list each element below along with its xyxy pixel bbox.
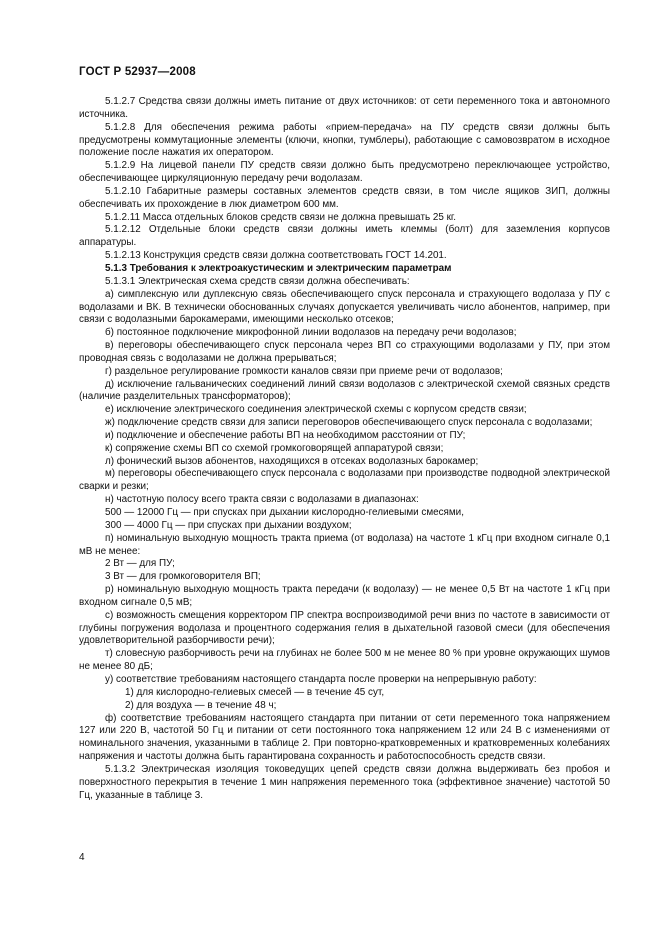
list-item-d: д) исключение гальванических соединений линий связи водолазов с электрической схемой связных средств (наличие разделительных трансформаторов);: [79, 378, 610, 403]
page-number: 4: [79, 852, 85, 863]
clause-5-1-3-2: 5.1.3.2 Электрическая изоляция токоведущих цепей средств связи должна выдерживать без пробоя и поверхностного перекрытия в течение 1 мин напряжения переменного тока (эффективное значение) частотой 50 Гц, указанные в таблице 3.: [79, 763, 610, 801]
list-item-n: н) частотную полосу всего тракта связи с водолазами в диапазонах:: [105, 494, 419, 506]
document-body: [79, 96, 610, 802]
clause-5-1-2-11: 5.1.2.11 Масса отдельных блоков средств связи не должна превышать 25 кг.: [105, 211, 457, 223]
clause-5-1-2-7: 5.1.2.7 Средства связи должны иметь питание от двух источников: от сети переменного тока и автономного источника.: [79, 96, 610, 120]
power-pu: 2 Вт — для ПУ;: [105, 558, 175, 570]
list-item-v: в) переговоры обеспечивающего спуск персонала через ВП со страхующими водолазами у ПУ, при этом проводная связь с водолазами не должна прерываться;: [79, 340, 610, 364]
list-item-a: а) симплексную или дуплексную связь обеспечивающего спуск персонала и страхующего водолаза у ПУ с водолазами и ВК. В технически обоснованных случаях допускается увеличивать число абонентов, например, при связи с водолазными барокамерами, имеющими несколько отсеков;: [79, 288, 610, 326]
sub-item-1: 1) для кислородно-гелиевых смесей — в течение 45 сут,: [125, 686, 385, 698]
power-vp: 3 Вт — для громкоговорителя ВП;: [105, 571, 261, 583]
list-item-g: г) раздельное регулирование громкости каналов связи при приеме речи от водолазов;: [105, 365, 503, 377]
clause-5-1-2-13: 5.1.2.13 Конструкция средств связи должна соответствовать ГОСТ 14.201.: [105, 250, 447, 262]
sub-item-2: 2) для воздуха — в течение 48 ч;: [125, 699, 277, 711]
list-item-u: у) соответствие требованиям настоящего стандарта после проверки на непрерывную работу:: [105, 673, 537, 685]
frequency-range-heliox: 500 — 12000 Гц — при спусках при дыхании кислородно-гелиевыми смесями,: [105, 507, 464, 518]
section-heading-5-1-3: 5.1.3 Требования к электроакустическим и электрическим параметрам: [105, 262, 452, 274]
list-item-s: с) возможность смещения корректором ПР спектра воспроизводимой речи вниз по частоте в зависимости от глубины погружения водолаза и процентного содержания гелия в дыхательной газовой смеси (для обеспечения удовлетворительной разборчивости речи);: [79, 609, 610, 647]
list-item-m: м) переговоры обеспечивающего спуск персонала с водолазами при производстве подводной электрической сварки и резки;: [79, 468, 610, 493]
clause-5-1-2-9: 5.1.2.9 На лицевой панели ПУ средств связи должно быть предусмотрено переключающее устройство, обеспечивающее циркуляционную передачу речи водолазам.: [79, 160, 610, 185]
frequency-range-air: 300 — 4000 Гц — при спусках при дыхании воздухом;: [105, 519, 352, 531]
document-header: ГОСТ Р 52937—2008: [79, 66, 196, 78]
list-item-zh: ж) подключение средств связи для записи переговоров обеспечивающего спуск персонала с водолазами;: [105, 417, 593, 429]
clause-5-1-3-1: 5.1.3.1 Электрическая схема средств связи должна обеспечивать:: [105, 275, 410, 287]
list-item-p: п) номинальную выходную мощность тракта приема (от водолаза) на частоте 1 кГц при входном сигнале 0,1 мВ не менее:: [79, 532, 610, 557]
list-item-e: е) исключение электрического соединения электрической схемы с корпусом средств связи;: [105, 404, 527, 416]
list-item-k: к) сопряжение схемы ВП со схемой громкоговорящей аппаратурой связи;: [105, 442, 444, 454]
clause-5-1-2-10: 5.1.2.10 Габаритные размеры составных элементов средств связи, в том числе ящиков ЗИП, должны обеспечивать их прохождение в люк диаметром 600 мм.: [79, 185, 610, 210]
clause-5-1-2-8: 5.1.2.8 Для обеспечения режима работы «прием-передача» на ПУ средств связи должны быть предусмотрены коммутационные элементы (ключи, кнопки, тумблеры), работающие с самовозвратом в исходное положение после нажатия их оператором.: [79, 121, 610, 159]
list-item-f: ф) соответствие требованиям настоящего стандарта при питании от сети переменного тока напряжением 127 или 220 В, частотой 50 Гц и питании от сети постоянного тока напряжением 12 или 24 В с изменениями от номинального значения, указанными в таблице 2. При повторно-кратковременных и кратковременных колебаниях напряжения и частоты должна быть гарантирована сохранность и работоспособность средств связи.: [79, 712, 610, 763]
list-item-l: л) фонический вызов абонентов, находящихся в отсеках водолазных барокамер;: [105, 455, 479, 467]
list-item-r: р) номинальную выходную мощность тракта передачи (к водолазу) — не менее 0,5 Вт на частоте 1 кГц при входном сигнале 0,5 мВ;: [79, 584, 610, 608]
list-item-b: б) постоянное подключение микрофонной линии водолазов на передачу речи водолазов;: [105, 327, 517, 339]
list-item-t: т) словесную разборчивость речи на глубинах не более 500 м не менее 80 % при уровне окружающих шумов не менее 80 дБ;: [79, 648, 610, 673]
clause-5-1-2-12: 5.1.2.12 Отдельные блоки средств связи должны иметь клеммы (болт) для заземления корпусов аппаратуры.: [79, 224, 610, 249]
list-item-i: и) подключение и обеспечение работы ВП на необходимом расстоянии от ПУ;: [105, 429, 466, 441]
